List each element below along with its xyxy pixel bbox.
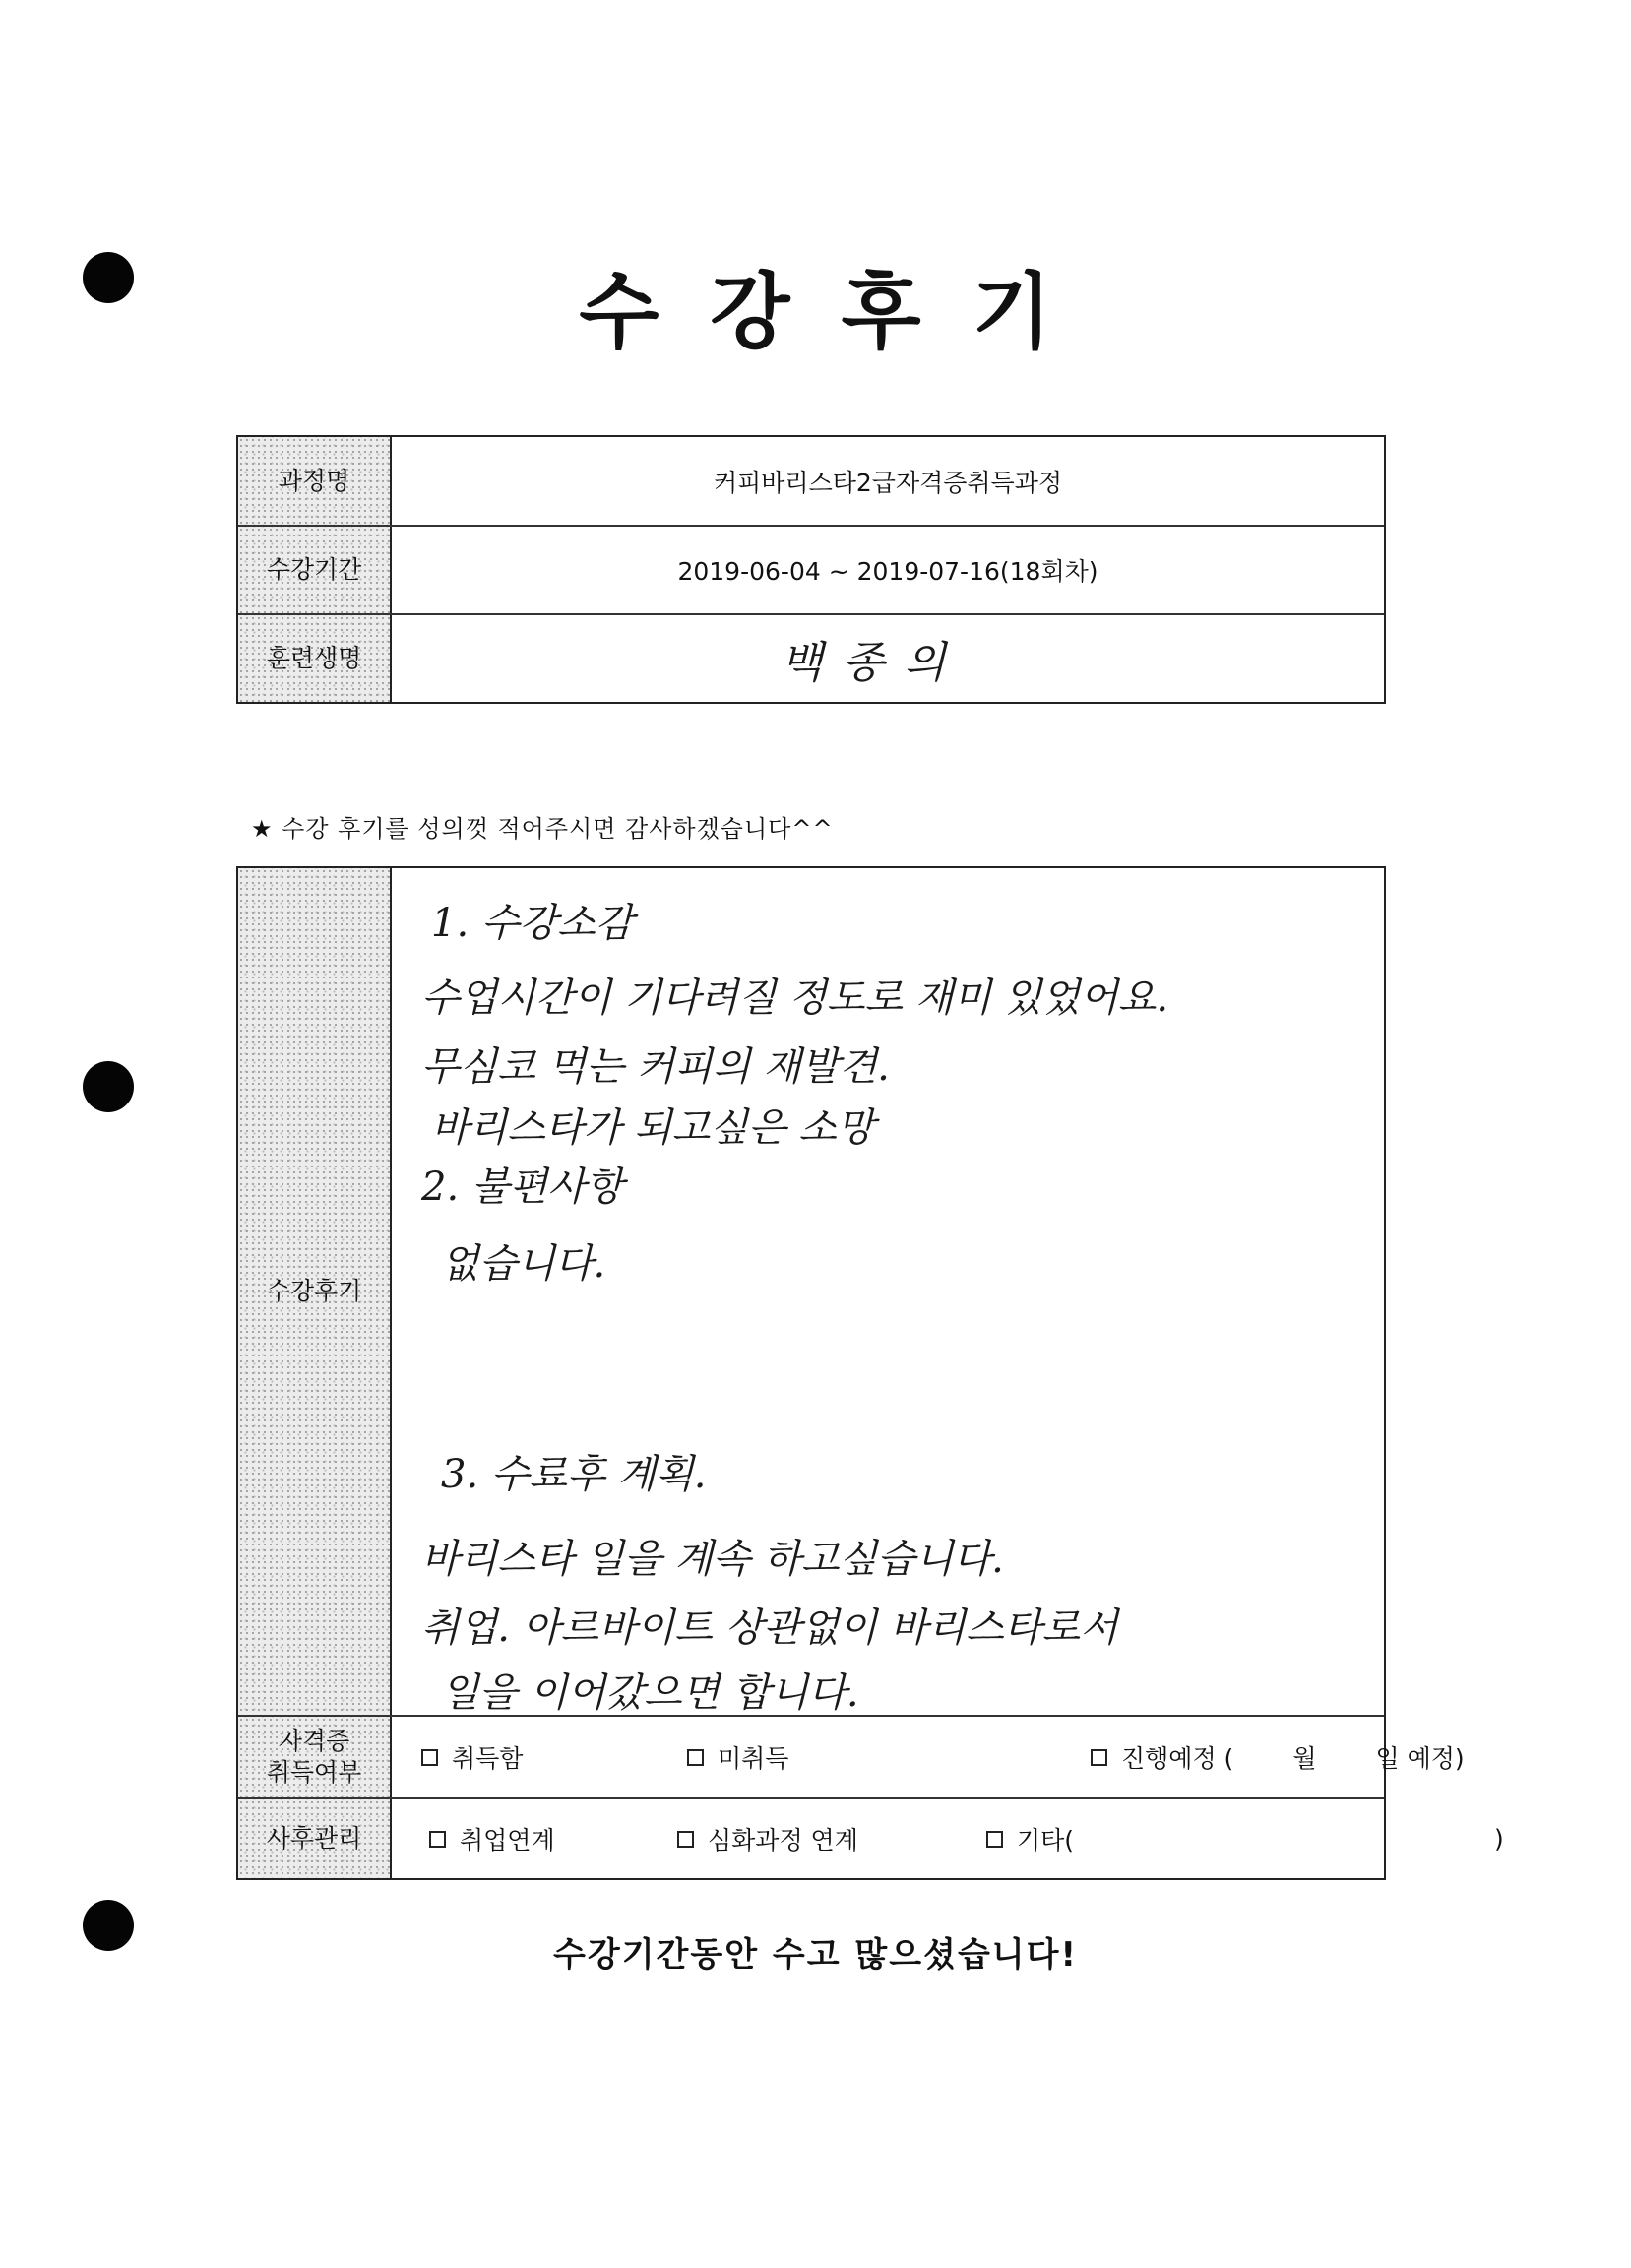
- checkbox-advanced-course[interactable]: [677, 1831, 694, 1848]
- aftercare-opt-employment-label: 취업연계: [460, 1826, 555, 1855]
- period-value: 2019-06-04 ~ 2019-07-16(18회차): [677, 557, 1098, 586]
- review-label: 수강후기: [238, 868, 392, 1715]
- trainee-label: 훈련생명: [238, 615, 392, 702]
- review-handwriting: [392, 868, 1384, 1715]
- period-row: [238, 527, 1384, 615]
- closing-message: 수강기간동안 수고 많으셨습니다!: [553, 1935, 1078, 1975]
- certificate-label: [238, 1717, 392, 1797]
- aftercare-opt-advanced-course-label: 심화과정 연계: [708, 1826, 858, 1855]
- aftercare-opt-other-close: ): [1494, 1824, 1504, 1854]
- punch-hole-middle: [83, 1061, 134, 1112]
- review-line-3: 무심코 먹는 커피의 재발견.: [421, 1044, 890, 1090]
- aftercare-opt-advanced-course[interactable]: [677, 1821, 858, 1857]
- certificate-label-line1: 자격증: [278, 1727, 350, 1755]
- aftercare-options: [392, 1799, 1504, 1878]
- course-row: [238, 437, 1384, 527]
- checkbox-employment[interactable]: [429, 1831, 446, 1848]
- trainee-value-cell: [392, 615, 1384, 702]
- aftercare-opt-other-label: 기타(: [1017, 1826, 1075, 1855]
- review-table: [236, 866, 1504, 1880]
- info-table: [236, 435, 1386, 704]
- certificate-opt-planned-label: 진행예정 (: [1121, 1744, 1234, 1773]
- checkbox-acquired[interactable]: [421, 1749, 438, 1766]
- certificate-row: [238, 1717, 1465, 1799]
- certificate-month-label: 월: [1292, 1744, 1317, 1773]
- review-row: [238, 868, 1384, 1717]
- certificate-day-label: 일 예정): [1375, 1744, 1465, 1773]
- certificate-label-line2: 취득여부: [266, 1758, 362, 1787]
- review-line-10: 일을 이어갔으면 합니다.: [441, 1670, 859, 1716]
- review-line-6: 없습니다.: [441, 1241, 606, 1287]
- review-line-1: 1. 수강소감: [431, 901, 634, 946]
- review-line-8: 바리스타 일을 계속 하고싶습니다.: [421, 1537, 1004, 1582]
- certificate-opt-not-acquired-label: 미취득: [718, 1744, 789, 1773]
- trainee-name-handwritten: 백종의: [781, 638, 966, 688]
- review-line-4: 바리스타가 되고싶은 소망: [431, 1105, 875, 1151]
- review-line-5: 2. 불편사항: [421, 1165, 624, 1210]
- course-label: 과정명: [238, 437, 392, 525]
- aftercare-opt-other[interactable]: [986, 1821, 1074, 1857]
- review-line-7: 3. 수료후 계획.: [441, 1452, 707, 1497]
- notice-text: ★ 수강 후기를 성의껏 적어주시면 감사하겠습니다^^: [251, 815, 834, 843]
- checkbox-planned[interactable]: [1091, 1749, 1107, 1766]
- aftercare-label: 사후관리: [238, 1799, 392, 1878]
- certificate-opt-planned[interactable]: [1091, 1739, 1465, 1775]
- certificate-opt-acquired-label: 취득함: [452, 1744, 524, 1773]
- course-value: 커피바리스타2급자격증취득과정: [713, 468, 1062, 497]
- checkbox-not-acquired[interactable]: [687, 1749, 704, 1766]
- trainee-row: [238, 615, 1384, 702]
- checkbox-other[interactable]: [986, 1831, 1003, 1848]
- page-title: 수강후기: [579, 264, 1103, 360]
- certificate-opt-acquired[interactable]: [421, 1739, 523, 1775]
- certificate-options: [392, 1717, 1465, 1797]
- aftercare-opt-employment[interactable]: [429, 1821, 555, 1857]
- review-line-2: 수업시간이 기다려질 정도로 재미 있었어요.: [421, 976, 1169, 1021]
- period-label: 수강기간: [238, 527, 392, 613]
- certificate-opt-not-acquired[interactable]: [687, 1739, 788, 1775]
- aftercare-row: [238, 1799, 1504, 1878]
- review-line-9: 취업. 아르바이트 상관없이 바리스타로서: [421, 1606, 1118, 1651]
